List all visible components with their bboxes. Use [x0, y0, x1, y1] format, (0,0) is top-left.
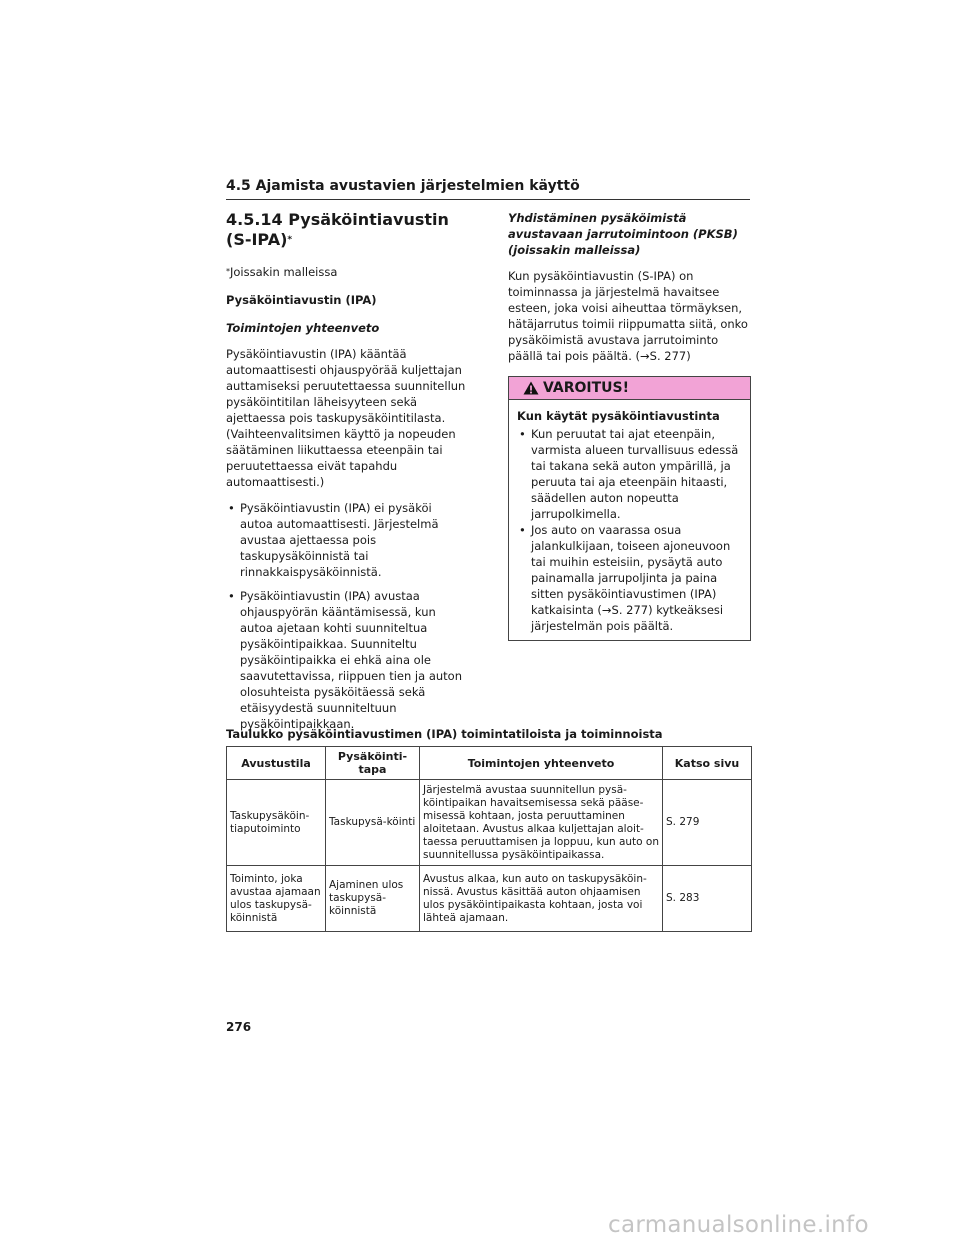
right-column: [508, 210, 751, 641]
list-item-text: Kun peruutat tai ajat eteenpäin, varmista alueen turvallisuus edessä tai takana sekä auton ympärillä, ja peruuta tai aja eteenpäin hitaasti, säädellen auton nopeutta jarrupolkimella.: [531, 427, 739, 521]
section-title-text: 4.5.14 Pysäköintiavustin (S-IPA): [226, 210, 449, 249]
bullet-dot: •: [519, 427, 526, 441]
table-header-row: [227, 747, 752, 780]
watermark-text: carmanualsonline.info: [608, 1212, 869, 1238]
note-text: Joissakin malleissa: [230, 265, 338, 279]
column-header: Toimintojen yhteenveto: [420, 747, 663, 780]
column-header: Avustustila: [227, 747, 326, 780]
table-cell: Taskupysä-köinti: [326, 780, 420, 866]
bullet-dot: •: [519, 523, 526, 537]
table-cell: S. 279: [663, 780, 752, 866]
table-cell: Ajaminen ulos taskupysä-köinnistä: [326, 866, 420, 932]
list-item-text: Jos auto on vaarassa osua jalankulkijaan, toiseen ajoneuvoon tai muihin esteisiin, pysäytä auto painamalla jarrupoljinta ja paina sitten pysäköintiavustimen (IPA) katkaisinta (→S. 277) kytkeäksesi järjestelmän pois päältä.: [531, 523, 731, 633]
table-cell: Järjestelmä avustaa suunnitellun pysä-köintipaikan havaitsemisessa sekä pääse-misessä kohtaan, josta peruuttaminen aloitetaan. Avustus alkaa kuljettajan aloit-taessa peruuttamisen ja loppuu, kun auto on suunnitellussa pysäköintipaikassa.: [420, 780, 663, 866]
bullet-dot: •: [228, 501, 235, 515]
warning-box: [508, 376, 751, 641]
pksb-heading: Yhdistäminen pysäköimistä avustavaan jarrutoimintoon (PKSB) (joissakin malleissa): [508, 211, 738, 257]
page-number: 276: [226, 1020, 252, 1034]
table-row: [227, 780, 752, 866]
pksb-paragraph: Kun pysäköintiavustin (S-IPA) on toiminnassa ja järjestelmä havaitsee esteen, joka voisi aiheuttaa törmäyksen, hätäjarrutus toimii riippumatta siitä, onko pysäköimistä avustava jarrutoiminto päällä tai pois päältä. (→S. 277): [508, 269, 748, 363]
table-cell: Toiminto, joka avustaa ajamaan ulos taskupysä-köinnistä: [227, 866, 326, 932]
list-item: [517, 426, 742, 522]
section-title: [226, 210, 466, 250]
left-column: [226, 210, 466, 740]
subsection-title: Pysäköintiavustin (IPA): [226, 293, 377, 307]
list-item-text: Pysäköintiavustin (IPA) avustaa ohjauspyörän kääntämisessä, kun autoa ajetaan kohti suunniteltua pysäköintipaikkaa. Suunniteltu pysäköintipaikka ei ehkä aina ole saavutettavissa, riippuen tien ja auton olosuhteista pysäköitäessä sekä etäisyydestä suunniteltuun pysäköintipaikkaan.: [240, 589, 462, 731]
list-item: [226, 588, 466, 732]
table-cell: Avustus alkaa, kun auto on taskupysäköin-nissä. Avustus käsittää auton ohjaamisen ulos pysäköintipaikasta kohtaan, josta voi lähteä ajamaan.: [420, 866, 663, 932]
table-title: Taulukko pysäköintiavustimen (IPA) toimintatiloista ja toiminnoista: [226, 727, 663, 741]
section-header: 4.5 Ajamista avustavien järjestelmien käyttö: [226, 178, 750, 200]
warning-body: [509, 400, 750, 640]
overview-heading: Toimintojen yhteenveto: [226, 321, 380, 335]
column-header: Katso sivu: [663, 747, 752, 780]
list-item-text: Pysäköintiavustin (IPA) ei pysäköi autoa automaattisesti. Järjestelmä avustaa ajettaessa pois taskupysäköinnistä tai rinnakkaispysäköinnistä.: [240, 501, 439, 579]
bullet-dot: •: [228, 589, 235, 603]
warning-triangle-icon: [523, 381, 539, 395]
table-row: [227, 866, 752, 932]
note-mark: *: [226, 267, 230, 276]
warning-bullets: [517, 426, 742, 634]
overview-bullets: [226, 500, 466, 732]
model-note: [226, 264, 466, 280]
list-item: [517, 522, 742, 634]
overview-paragraph: Pysäköintiavustin (IPA) kääntää automaattisesti ohjauspyörää kuljettajan auttamiseksi peruutettaessa suunnitellun pysäköintitilan läheisyyteen sekä ajettaessa pois taskupysäköintitilasta. (Vaihteenvalitsimen käyttö ja nopeuden säätäminen liikuttaessa eteenpäin tai peruutettaessa eivät tapahdu automaattisesti.): [226, 347, 466, 489]
warning-heading: Kun käytät pysäköintiavustinta: [517, 409, 720, 423]
column-header: Pysäköinti-tapa: [326, 747, 420, 780]
footnote-mark: *: [287, 235, 293, 245]
table-cell: S. 283: [663, 866, 752, 932]
list-item: [226, 500, 466, 580]
ipa-modes-table: [226, 746, 752, 932]
warning-label: VAROITUS!: [543, 380, 629, 396]
table-cell: Taskupysäköin-tiaputoiminto: [227, 780, 326, 866]
warning-header: [509, 377, 750, 400]
